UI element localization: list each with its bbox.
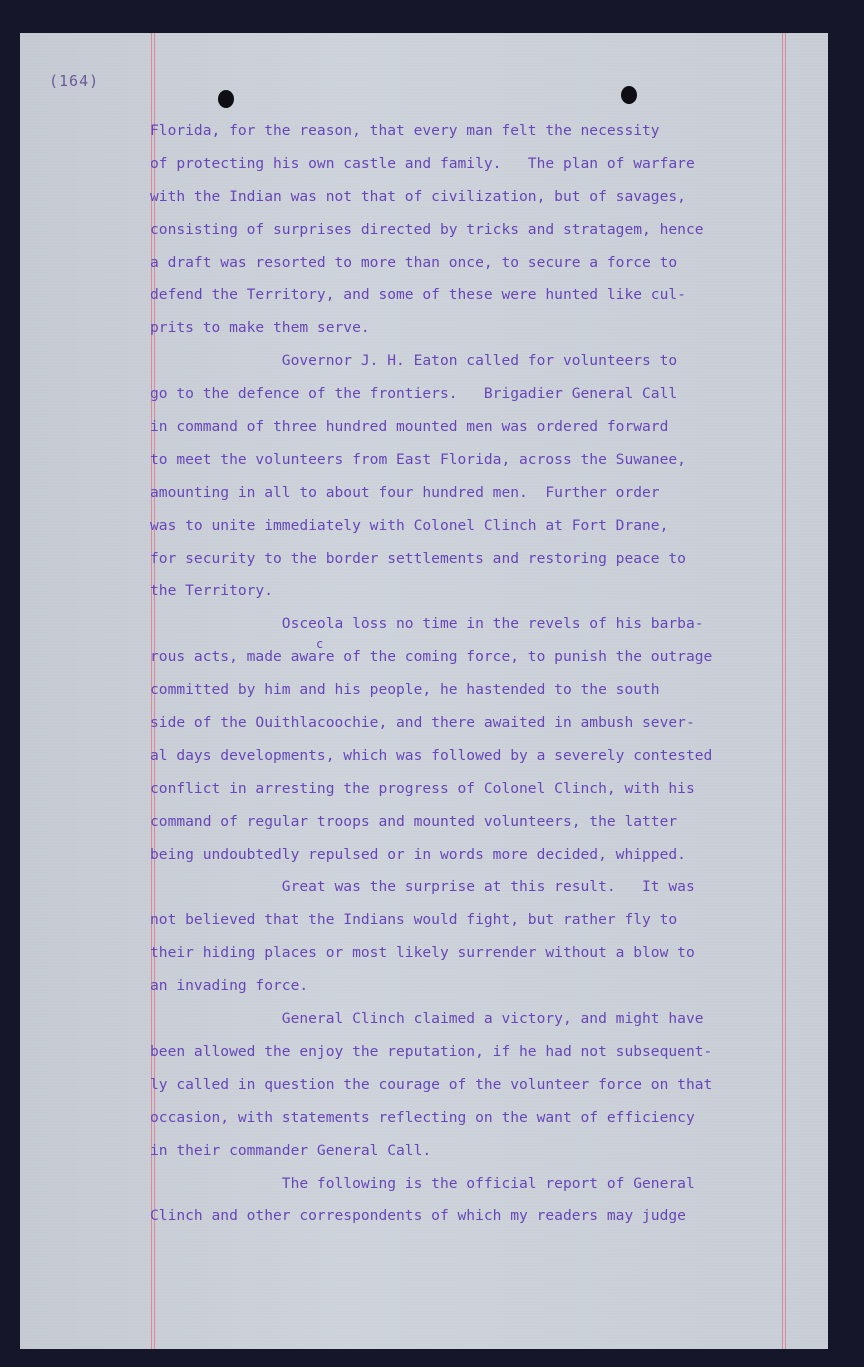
text-line: been allowed the enjoy the reputation, if he had not subsequent- — [150, 1042, 713, 1060]
text-line: committed by him and his people, he hastended to the south — [150, 681, 660, 699]
text-line: a draft was resorted to more than once, to secure a force to — [150, 253, 678, 271]
text-line: command of regular troops and mounted volunteers, the latter — [150, 812, 678, 830]
text-line: ly called in question the courage of the volunteer force on that — [150, 1075, 713, 1093]
text-line: to meet the volunteers from East Florida, across the Suwanee, — [150, 450, 686, 468]
handwritten-insertion-mark: c — [316, 637, 324, 651]
text-line: of protecting his own castle and family. The plan of warfare — [150, 154, 695, 172]
text-line: Governor J. H. Eaton called for volunteers to — [150, 352, 678, 370]
text-line: al days developments, which was followed by a severely contested — [150, 746, 713, 764]
text-line: conflict in arresting the progress of Colonel Clinch, with his — [150, 779, 695, 797]
text-line: Florida, for the reason, that every man felt the necessity — [150, 122, 660, 139]
text-line: their hiding places or most likely surrender without a blow to — [150, 944, 695, 962]
text-line: Clinch and other correspondents of which my readers may judge — [150, 1207, 686, 1225]
text-line: an invading force. — [150, 977, 309, 995]
text-line: go to the defence of the frontiers. Brigadier General Call — [150, 385, 678, 403]
text-line: Osceola loss no time in the revels of his barba- — [150, 615, 704, 633]
text-line: The following is the official report of General — [150, 1174, 695, 1192]
text-line: defend the Territory, and some of these were hunted like cul- — [150, 286, 686, 304]
text-line: side of the Ouithlacoochie, and there awaited in ambush sever- — [150, 714, 695, 732]
text-line: prits to make them serve. — [150, 319, 370, 337]
text-line: occasion, with statements reflecting on the want of efficiency — [150, 1108, 695, 1126]
body-text — [150, 115, 810, 1233]
text-line: amounting in all to about four hundred men. Further order — [150, 483, 660, 501]
text-line: rous acts, made aware of the coming force, to punish the outrage — [150, 648, 713, 666]
text-line: with the Indian was not that of civilization, but of savages, — [150, 187, 686, 205]
punch-hole-left — [218, 90, 234, 108]
text-line: General Clinch claimed a victory, and might have — [150, 1010, 704, 1028]
text-line: consisting of surprises directed by tricks and stratagem, hence — [150, 220, 704, 238]
text-line: in their commander General Call. — [150, 1141, 432, 1159]
page-number: (164) — [49, 72, 100, 90]
text-line: Great was the surprise at this result. It was — [150, 878, 695, 896]
text-line: the Territory. — [150, 582, 274, 600]
text-line: for security to the border settlements and restoring peace to — [150, 549, 686, 567]
text-line: not believed that the Indians would fight, but rather fly to — [150, 911, 678, 929]
text-line: in command of three hundred mounted men was ordered forward — [150, 418, 669, 436]
text-line: was to unite immediately with Colonel Clinch at Fort Drane, — [150, 516, 669, 534]
punch-hole-right — [621, 86, 637, 104]
text-line: being undoubtedly repulsed or in words more decided, whipped. — [150, 845, 686, 863]
